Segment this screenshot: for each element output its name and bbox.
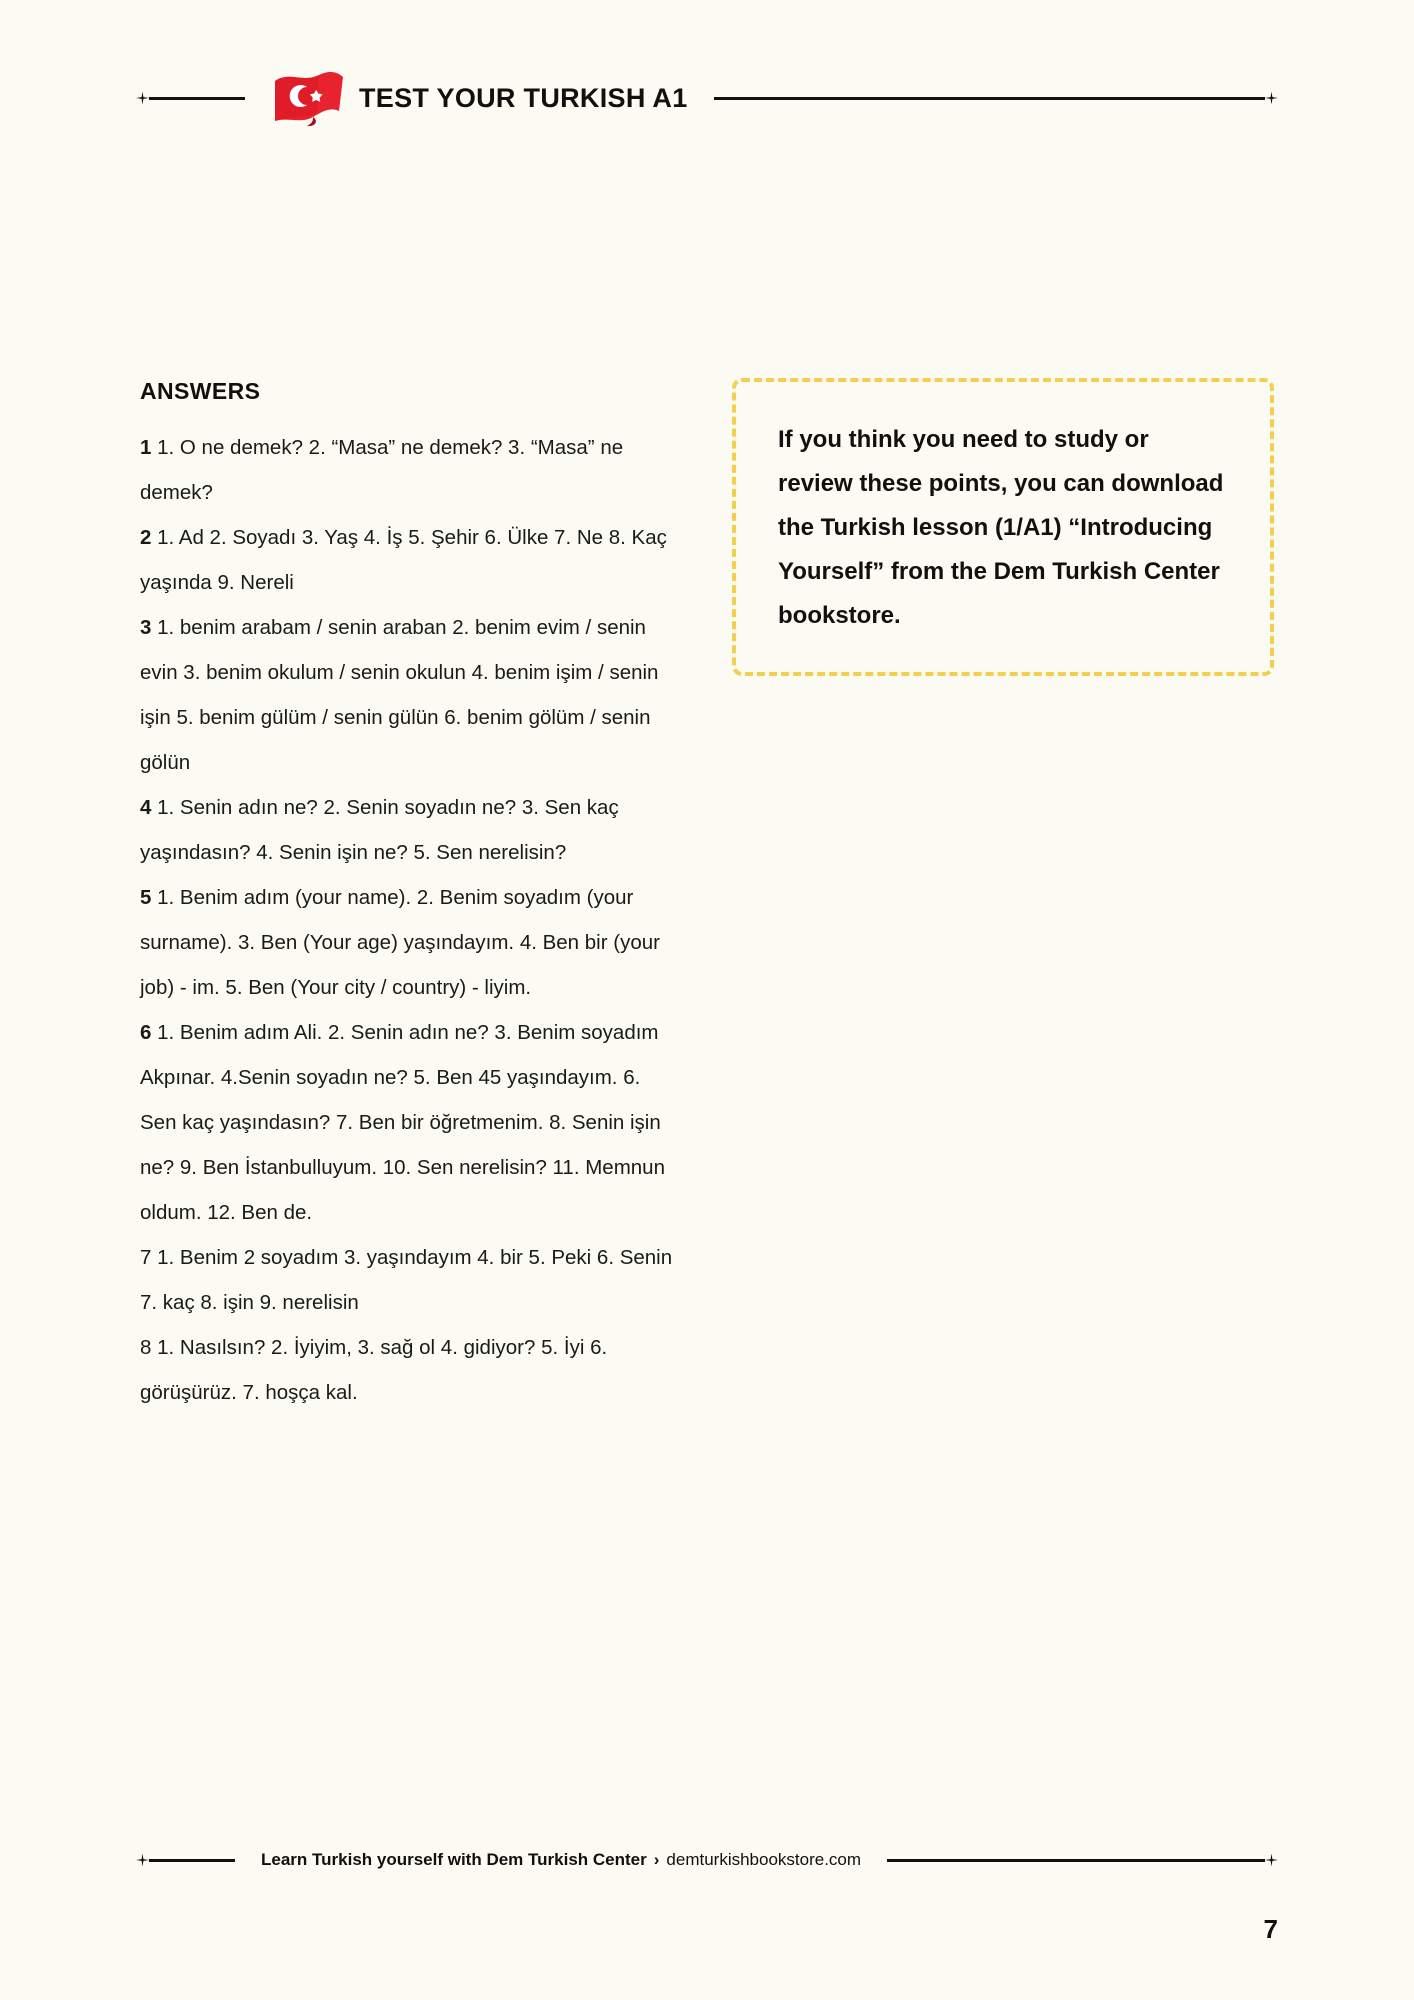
header-rule-right-bar — [714, 97, 1265, 100]
answer-text: 1. Benim 2 soyadım 3. yaşındayım 4. bir 5. Peki 6. Senin 7. kaç 8. işin 9. nerelisin — [140, 1246, 673, 1314]
answer-number: 2 — [140, 526, 152, 549]
page-footer — [136, 1845, 1278, 1875]
star-ornament-icon — [136, 92, 149, 105]
answer-text: 1. Benim adım (your name). 2. Benim soyadım (your surname). 3. Ben (Your age) yaşındayım. 4. Ben bir (your job) - im. 5. Ben (Your city / country) - liyim. — [140, 886, 660, 999]
footer-url[interactable]: demturkishbookstore.com — [666, 1850, 862, 1869]
answer-item — [140, 785, 680, 875]
answer-item — [140, 425, 680, 515]
footer-rule-left — [136, 1855, 235, 1865]
study-note-callout — [732, 378, 1274, 676]
answer-text: 1. benim arabam / senin araban 2. benim evim / senin evin 3. benim okulum / senin okulun 4. benim işim / senin işin 5. benim gülüm / senin gülün 6. benim gölüm / senin gölün — [140, 616, 659, 774]
answer-item — [140, 1325, 680, 1415]
turkish-flag-icon — [269, 67, 345, 129]
chevron-right-icon: › — [653, 1850, 660, 1869]
answer-number: 1 — [140, 436, 152, 459]
callout-column — [732, 378, 1274, 676]
answer-number: 3 — [140, 616, 152, 639]
star-ornament-icon — [136, 1854, 149, 1867]
star-ornament-icon — [1265, 1854, 1278, 1867]
footer-tagline: Learn Turkish yourself with Dem Turkish Center — [261, 1850, 647, 1869]
answer-item — [140, 1235, 680, 1325]
answers-column — [140, 378, 680, 1415]
answer-text: 1. Benim adım Ali. 2. Senin adın ne? 3. Benim soyadım Akpınar. 4.Senin soyadın ne? 5. Ben 45 yaşındayım. 6. Sen kaç yaşındasın? 7. Ben bir öğretmenim. 8. Senin işin ne? 9. Ben İstanbulluyum. 10. Sen nerelisin? 11. Memnun oldum. 12. Ben de. — [140, 1021, 665, 1224]
page-title: TEST YOUR TURKISH A1 — [359, 82, 688, 113]
answer-number: 6 — [140, 1021, 152, 1044]
page-header — [136, 62, 1278, 134]
answers-heading: ANSWERS — [140, 378, 261, 404]
footer-rule-right — [887, 1855, 1278, 1865]
answer-text: 1. Senin adın ne? 2. Senin soyadın ne? 3. Sen kaç yaşındasın? 4. Senin işin ne? 5. Sen nerelisin? — [140, 796, 619, 864]
answer-text: 1. Nasılsın? 2. İyiyim, 3. sağ ol 4. gidiyor? 5. İyi 6. görüşürüz. 7. hoşça kal. — [140, 1336, 608, 1404]
header-rule-left — [136, 93, 245, 103]
footer-rule-right-bar — [887, 1859, 1265, 1862]
star-ornament-icon — [1265, 92, 1278, 105]
callout-text: If you think you need to study or review these points, you can download the Turkish lesson (1/A1) “Introducing Yourself” from the Dem Turkish Center bookstore. — [778, 426, 1224, 629]
header-rule-right — [714, 93, 1278, 103]
answer-number: 8 — [140, 1336, 152, 1359]
answer-number: 7 — [140, 1246, 152, 1269]
answer-item — [140, 605, 680, 785]
answer-item — [140, 875, 680, 1010]
answer-text: 1. Ad 2. Soyadı 3. Yaş 4. İş 5. Şehir 6. Ülke 7. Ne 8. Kaç yaşında 9. Nereli — [140, 526, 667, 594]
footer-tagline-group — [261, 1850, 861, 1870]
answer-item — [140, 515, 680, 605]
answer-number: 4 — [140, 796, 152, 819]
answer-item — [140, 1010, 680, 1235]
page-number: 7 — [1263, 1914, 1278, 1944]
page-content — [140, 378, 1274, 1415]
footer-rule-left-bar — [149, 1859, 235, 1862]
answer-text: 1. O ne demek? 2. “Masa” ne demek? 3. “Masa” ne demek? — [140, 436, 624, 504]
answer-number: 5 — [140, 886, 152, 909]
header-rule-left-bar — [149, 97, 245, 100]
